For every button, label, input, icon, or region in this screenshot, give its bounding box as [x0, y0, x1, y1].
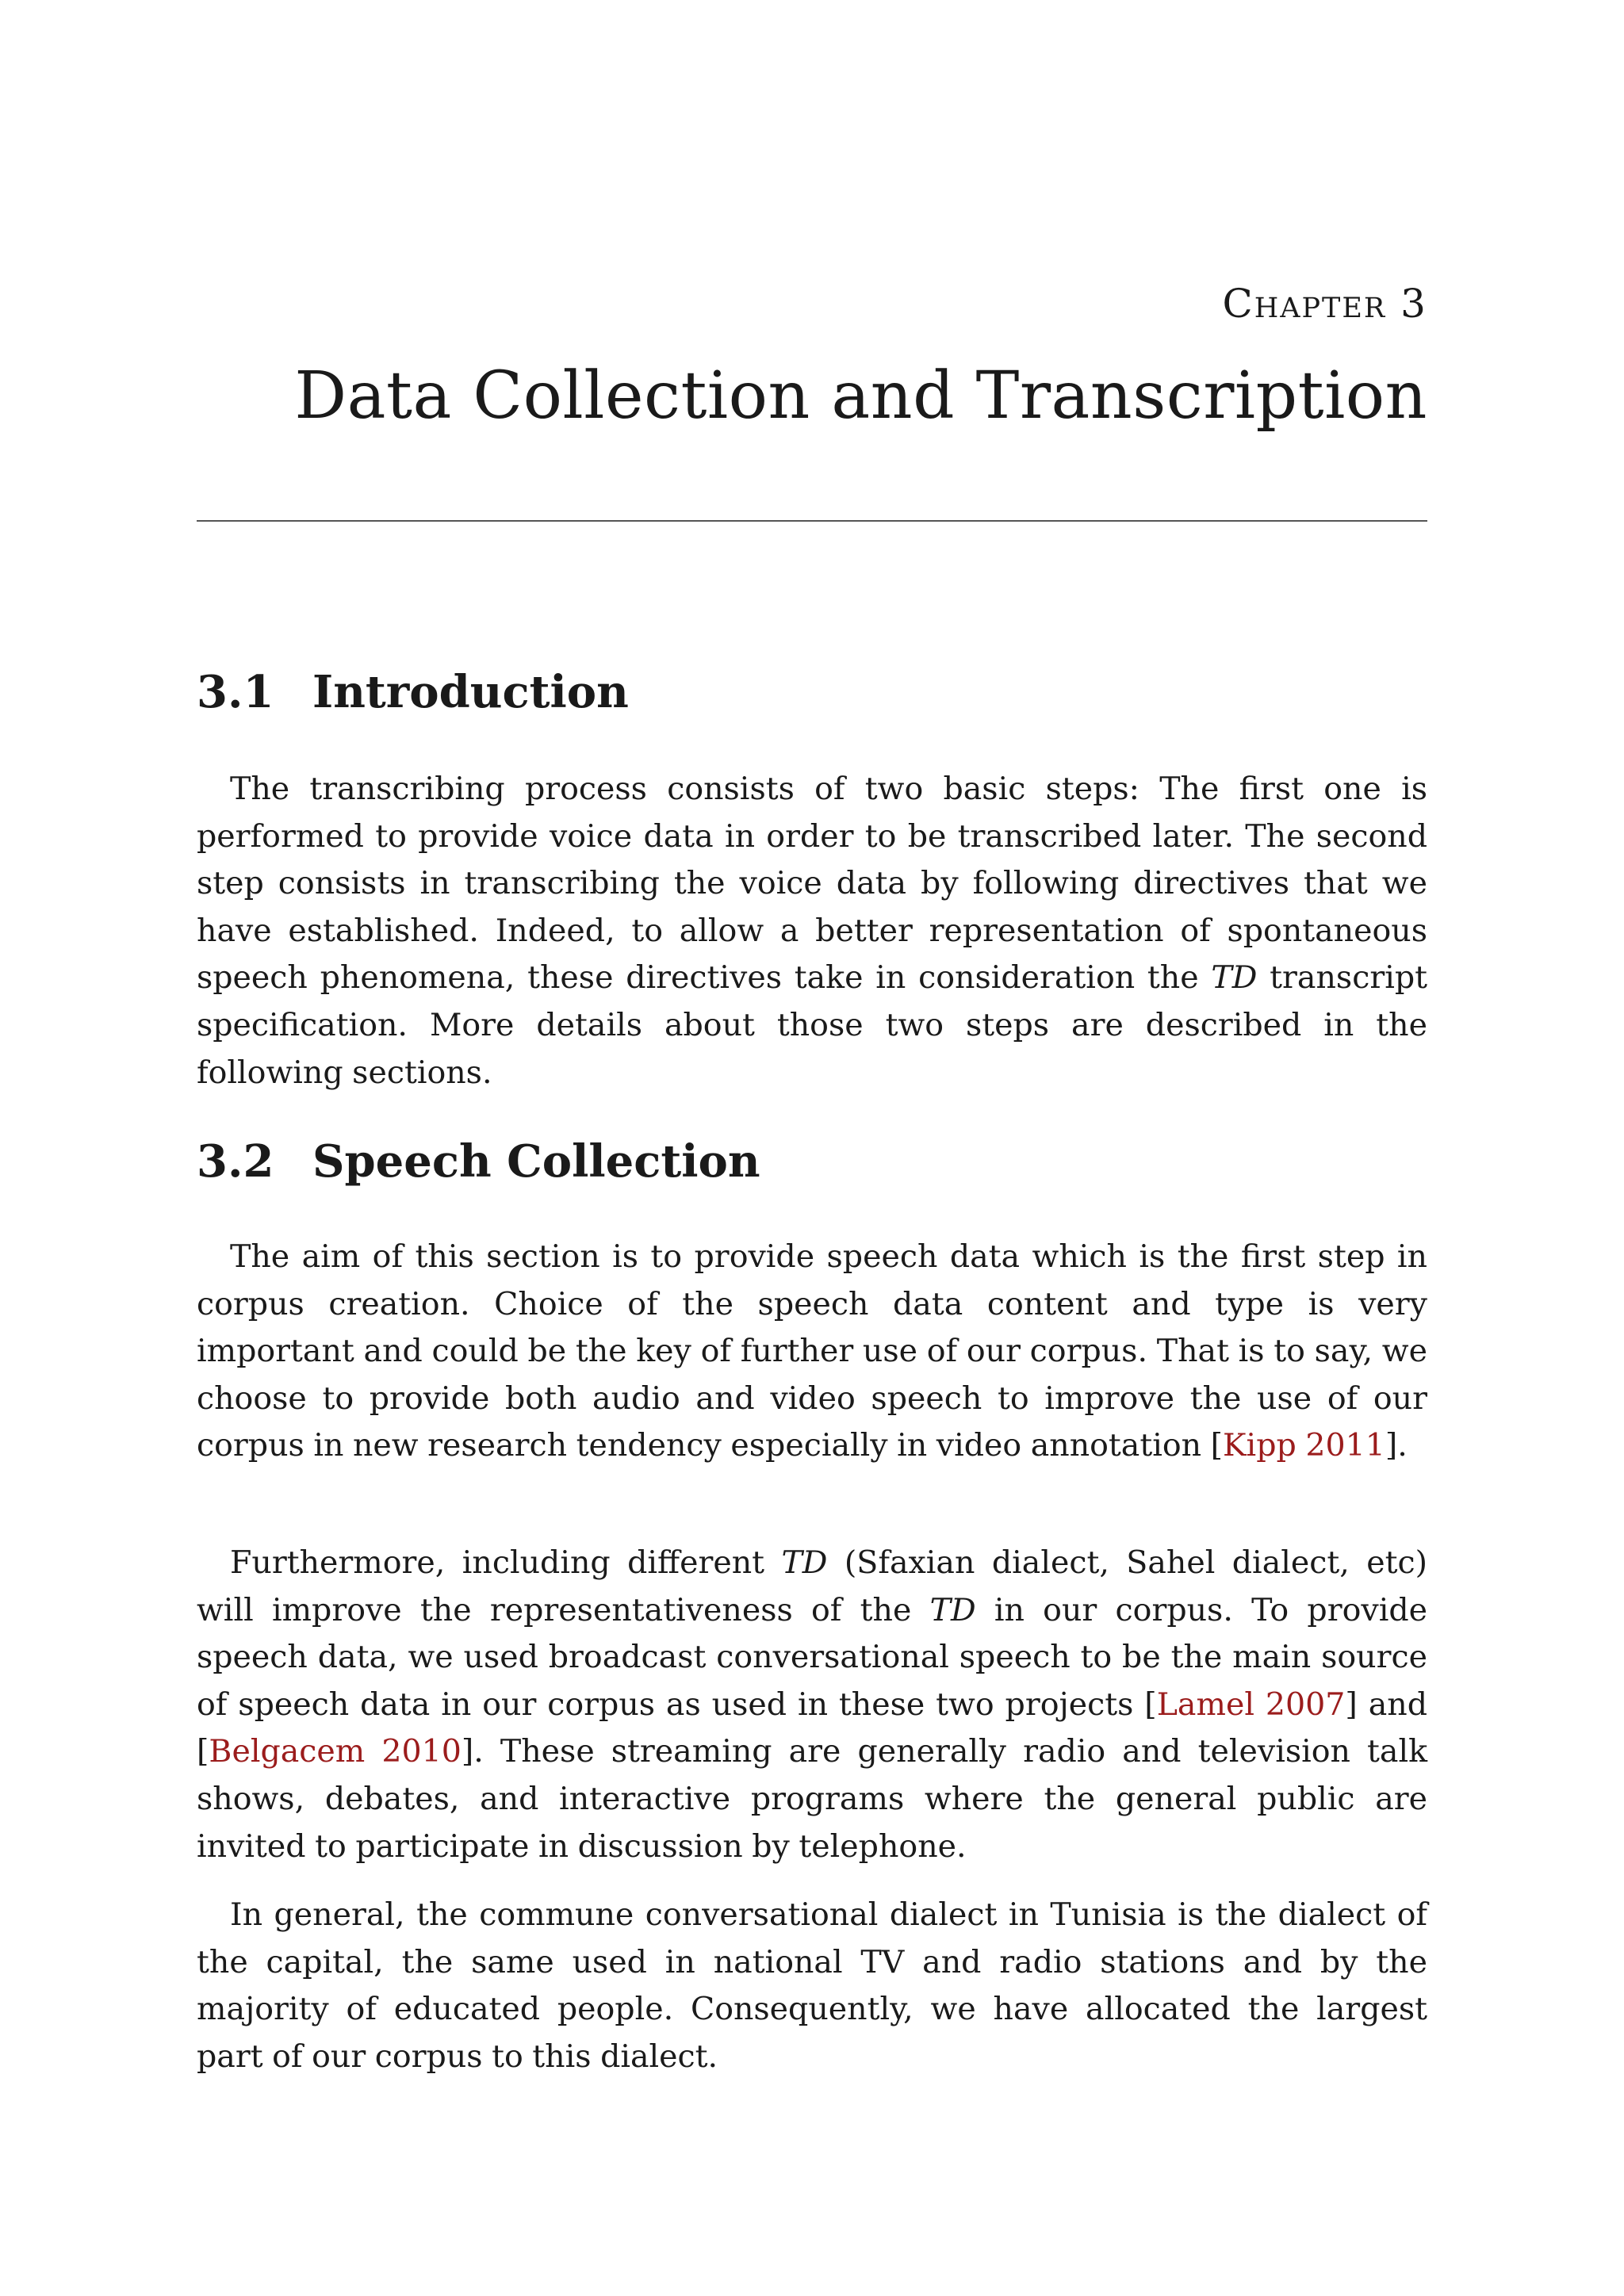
math-term: TD [929, 1591, 976, 1628]
citation-link[interactable]: Kipp 2011 [1223, 1427, 1385, 1464]
section-heading-introduction [197, 666, 629, 718]
section-title: Introduction [312, 666, 629, 718]
citation-link[interactable]: Belgacem 2010 [209, 1733, 462, 1770]
paragraph: The transcribing process consists of two basic steps: The first one is performed to provide voice data in order to be transcribed later. The second step consists in transcribing the voice data by following directives that we have established. Indeed, to allow a better representation of spontaneous speech phenomena, these directives take in consideration the TD transcript specification. More details about those two steps are described in the following sections. [197, 771, 1427, 1091]
chapter-title: Data Collection and Transcription [294, 358, 1427, 434]
math-term: TD [1211, 959, 1258, 997]
section-heading-speech-collection [197, 1135, 760, 1188]
section-number: 3.2 [197, 1135, 274, 1188]
math-term: TD [781, 1544, 828, 1581]
citation-link[interactable]: Lamel 2007 [1156, 1686, 1346, 1723]
paragraph: Furthermore, including different TD (Sfaxian dialect, Sahel dialect, etc) will improve the representativeness of the TD in our corpus. To provide speech data, we used broadcast conversational speech to be the main source of speech data in our corpus as used in these two projects [Lamel 2007] and [Belgacem 2010]. These streaming are generally radio and television talk shows, debates, and interactive programs where the general public are invited to participate in discussion by telephone. [197, 1544, 1428, 1865]
chapter-divider [197, 520, 1427, 522]
section-title: Speech Collection [312, 1135, 760, 1188]
section-number: 3.1 [197, 666, 274, 718]
chapter-label: Chapter 3 [1222, 281, 1427, 327]
paragraph: The aim of this section is to provide speech data which is the first step in corpus creation. Choice of the speech data content and type is very important and could be the key of further use of our corpus. That is to say, we choose to provide both audio and video speech to improve the use of our corpus in new research tendency especially in video annotation [Kipp 2011]. [197, 1238, 1427, 1464]
paragraph: In general, the commune conversational dialect in Tunisia is the dialect of the capital, the same used in national TV and radio stations and by the majority of educated people. Consequently, we have allocated the largest part of our corpus to this dialect. [197, 1896, 1427, 2075]
